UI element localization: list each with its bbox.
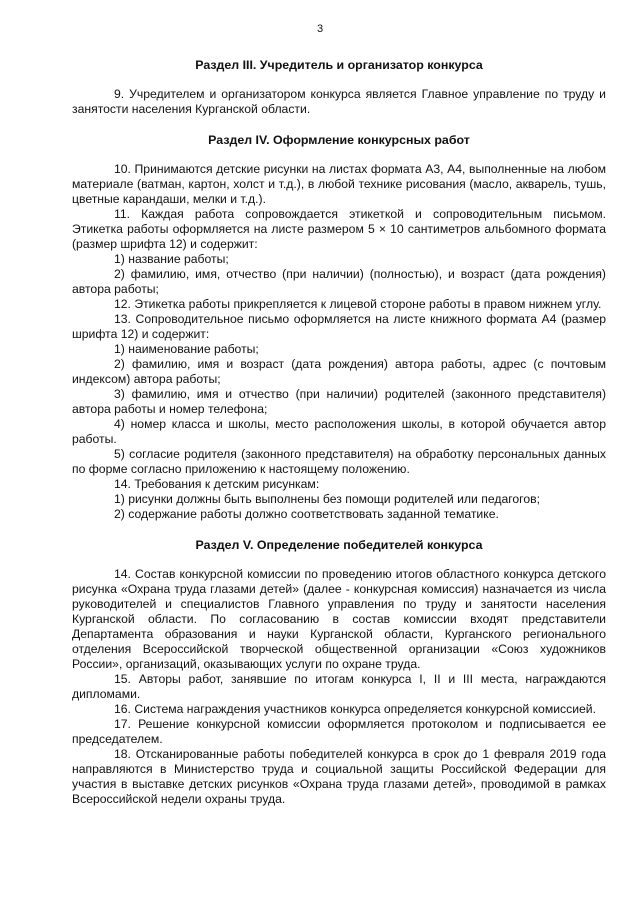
paragraph: 15. Авторы работ, занявшие по итогам конкурса I, II и III места, награждаются дипломами. [72, 672, 606, 701]
paragraph: 17. Решение конкурсной комиссии оформляется протоколом и подписывается ее председателем. [72, 717, 606, 746]
paragraph: 13. Сопроводительное письмо оформляется на листе книжного формата А4 (размер шрифта 12) и содержит: [72, 312, 606, 341]
section-3 [72, 58, 606, 117]
list-item: 1) рисунки должны быть выполнены без помощи родителей или педагогов; [114, 492, 540, 506]
list-item: 1) название работы; [114, 252, 229, 266]
list-item: 4) номер класса и школы, место расположения школы, в которой обучается автор работы. [72, 417, 606, 446]
paragraph: 9. Учредителем и организатором конкурса является Главное управление по труду и занятости населения Курганской области. [72, 87, 606, 116]
paragraph: 11. Каждая работа сопровождается этикеткой и сопроводительным письмом. Этикетка работы оформляется на листе размером 5 × 10 сантиметров альбомного формата (размер шрифта 12) и содержит: [72, 207, 606, 251]
section-4 [72, 133, 606, 522]
section-heading: Раздел V. Определение победителей конкурса [195, 538, 483, 552]
section-heading: Раздел IV. Оформление конкурсных работ [208, 133, 470, 147]
paragraph: 14. Требования к детским рисункам: [114, 477, 320, 491]
paragraph: 14. Состав конкурсной комиссии по проведению итогов областного конкурса детского рисунка «Охрана труда глазами детей» (далее - конкурсная комиссия) назначается из числа руководителей и специалистов Главного управления по труду и занятости населения Курганской области. По согласованию в состав комиссии входят представители Департамента образования и науки Курганской области, Курганского регионального отделения Всероссийской творческой общественной организации «Союз художников России», организаций, оказывающих услуги по охране труда. [72, 567, 606, 671]
paragraph: 10. Принимаются детские рисунки на листах формата А3, А4, выполненные на любом материале (ватман, картон, холст и т.д.), в любой технике рисования (масло, акварель, тушь, цветные карандаши, мелки и т.д.). [72, 162, 606, 206]
document-body [72, 58, 606, 807]
list-item: 1) наименование работы; [114, 342, 259, 356]
page-number: 3 [316, 23, 324, 35]
section-heading: Раздел III. Учредитель и организатор конкурса [195, 58, 483, 72]
list-item: 5) согласие родителя (законного представителя) на обработку персональных данных по форме согласно приложению к настоящему положению. [72, 447, 606, 476]
paragraph: 18. Отсканированные работы победителей конкурса в срок до 1 февраля 2019 года направляются в Министерство труда и социальной защиты Российской Федерации для участия в выставке детских рисунков «Охрана труда глазами детей», проводимой в рамках Всероссийской недели охраны труда. [72, 747, 606, 806]
list-item: 2) фамилию, имя, отчество (при наличии) (полностью), и возраст (дата рождения) автора работы; [72, 267, 606, 296]
paragraph: 16. Система награждения участников конкурса определяется конкурсной комиссией. [114, 702, 596, 716]
list-item: 3) фамилию, имя и отчество (при наличии) родителей (законного представителя) автора работы и номер телефона; [72, 387, 606, 416]
list-item: 2) фамилию, имя и возраст (дата рождения) автора работы, адрес (с почтовым индексом) автора работы; [72, 357, 606, 386]
section-5 [72, 538, 606, 807]
paragraph: 12. Этикетка работы прикрепляется к лицевой стороне работы в правом нижнем углу. [114, 297, 602, 311]
list-item: 2) содержание работы должно соответствовать заданной тематике. [114, 507, 499, 521]
